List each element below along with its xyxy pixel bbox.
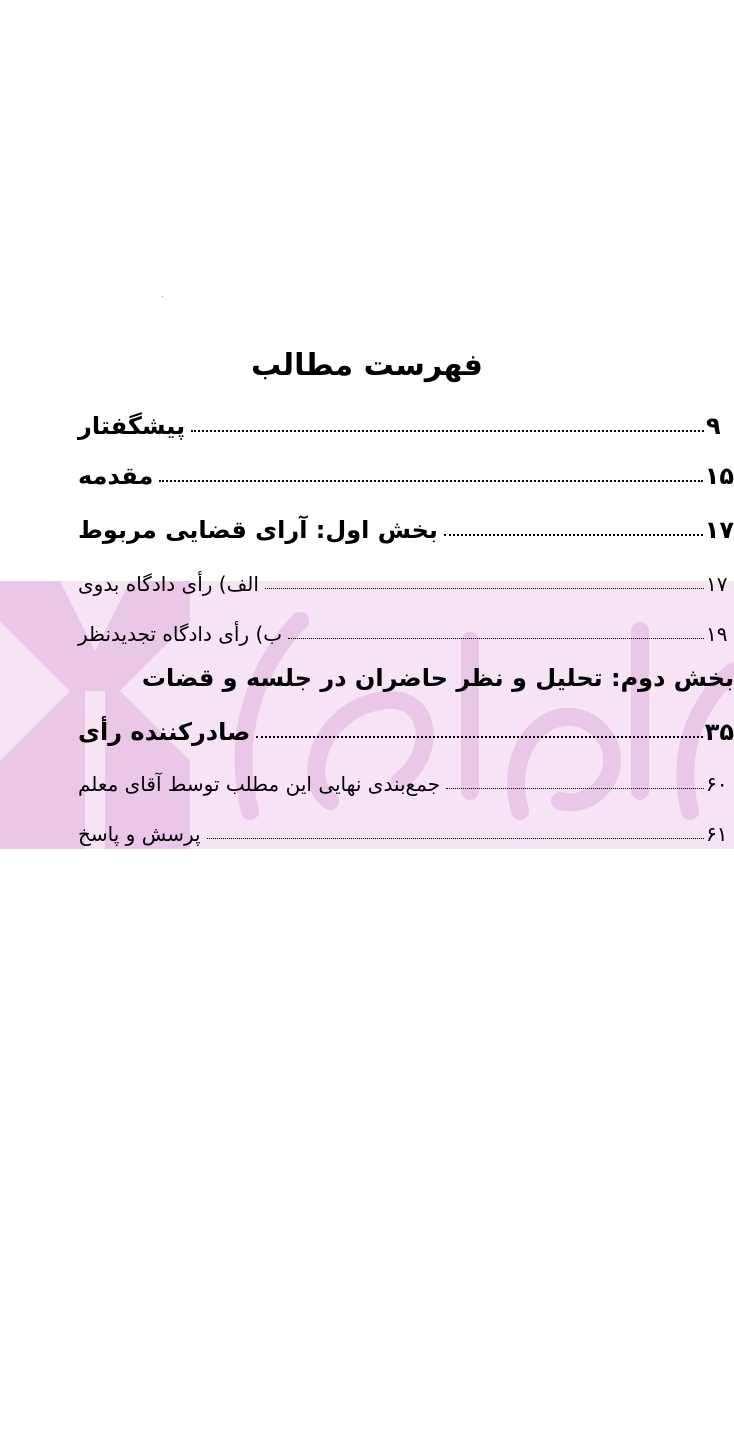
toc-page-number: ۳۵ — [704, 718, 734, 746]
toc-entry-label: صادرکننده رأی — [78, 718, 251, 746]
toc-entry-introduction[interactable] — [76, 450, 734, 490]
toc-entry-qa[interactable] — [76, 806, 734, 846]
toc-entry-section-b[interactable] — [76, 606, 734, 646]
dot-leader — [256, 736, 702, 738]
dot-leader — [191, 430, 704, 432]
toc-page-number: ۱۷ — [704, 516, 734, 544]
dot-leader — [265, 588, 704, 589]
toc-entry-label: مقدمه — [78, 462, 154, 490]
dot-leader — [207, 838, 704, 839]
toc-page-number: ۱۹ — [706, 622, 728, 646]
toc-entry-part-one[interactable] — [76, 504, 734, 544]
toc-entry-preface[interactable] — [76, 400, 734, 440]
toc-page-number: ۶۰ — [706, 772, 728, 796]
toc-page-number: ۹ — [706, 412, 721, 440]
toc-entry-label: ب) رأی دادگاه تجدیدنظر — [78, 622, 283, 646]
toc-entry-summary[interactable] — [76, 756, 734, 796]
toc-entry-label: پرسش و پاسخ — [78, 822, 201, 846]
dot-leader — [159, 480, 702, 482]
toc-page-number: ۶۱ — [706, 822, 728, 846]
toc-entry-section-a[interactable] — [76, 556, 734, 596]
dot-leader — [446, 788, 704, 789]
toc-page-number: ۱۵ — [704, 462, 734, 490]
toc-page-number: ۱۷ — [706, 572, 728, 596]
dot-leader — [444, 534, 703, 536]
toc-entry-label: الف) رأی دادگاه بدوی — [78, 572, 259, 596]
toc-entry-label: بخش دوم: تحلیل و نظر حاضران در جلسه و قضات — [141, 664, 734, 692]
dot-leader — [288, 638, 704, 639]
page-title: فهرست مطالب — [251, 348, 483, 383]
toc-entry-part-two[interactable] — [76, 706, 734, 746]
toc-entry-label: پیشگفتار — [78, 412, 186, 440]
toc-entry-part-two-line1[interactable] — [110, 658, 734, 698]
toc-entry-label: جمع‌بندی نهایی این مطلب توسط آقای معلم — [78, 772, 441, 796]
toc-entry-label: بخش اول: آرای قضایی مربوط — [78, 516, 438, 544]
